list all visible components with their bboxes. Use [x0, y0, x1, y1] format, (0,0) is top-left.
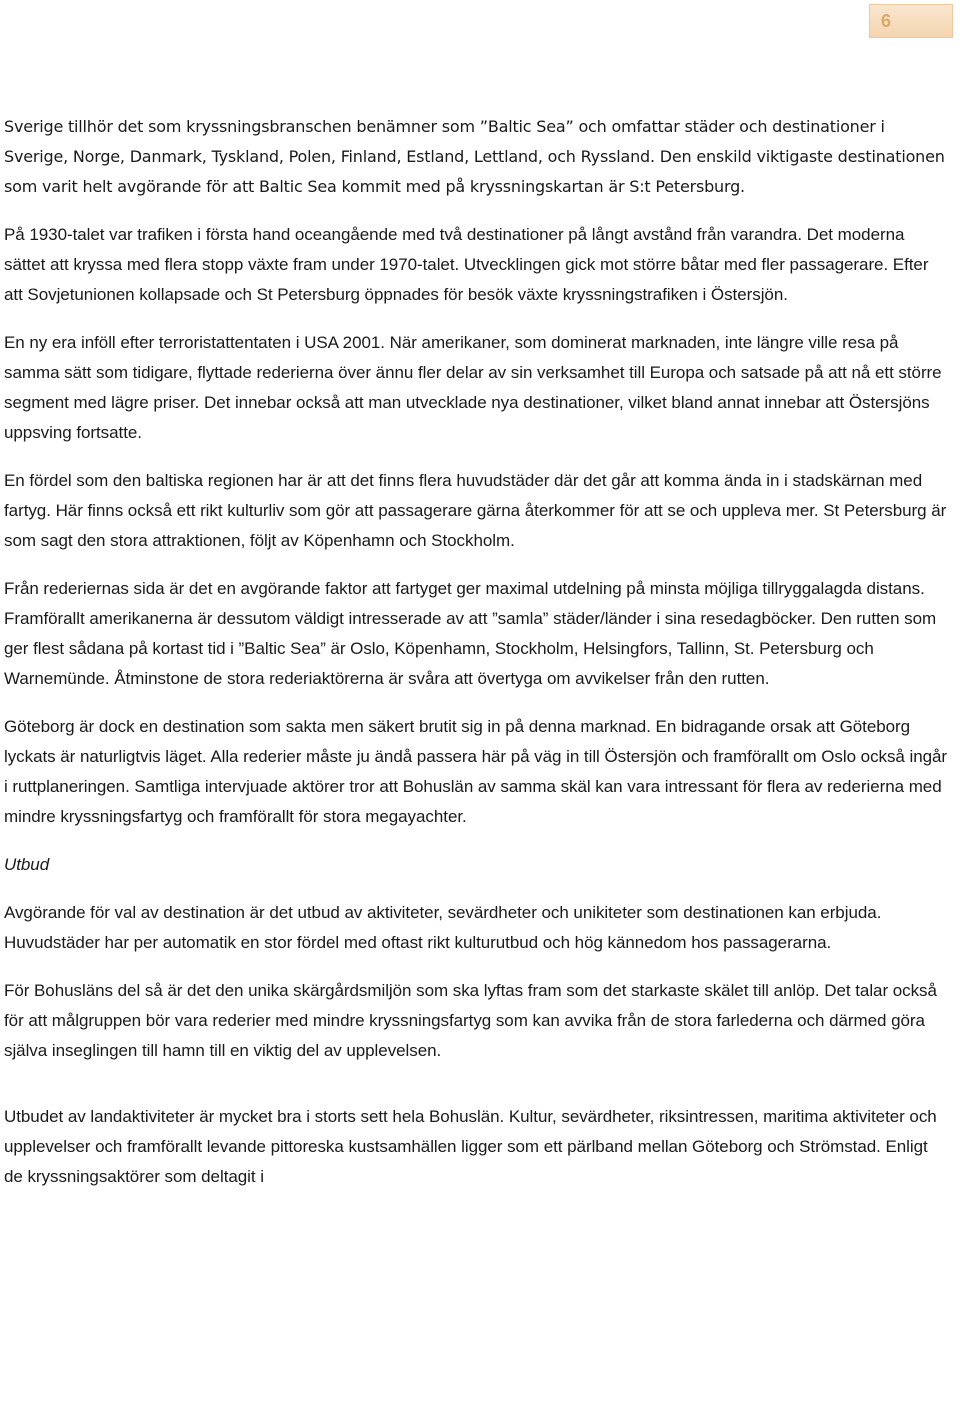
- paragraph-goteborg: Göteborg är dock en destination som sakta men säkert brutit sig in på denna marknad. En bidragande orsak att Göteborg lyckats är naturligtvis läget. Alla rederier måste ju ändå passera här på väg in till Östersjön och framförallt om Oslo också ingår i ruttplaneringen. Samtliga intervjuade aktörer tror att Bohuslän av samma skäl kan vara intressant för flera av rederierna med mindre kryssningsfartyg och framförallt för stora megayachter.: [4, 717, 948, 826]
- paragraph-baltic-advantage: En fördel som den baltiska regionen har är att det finns flera huvudstäder där det går att komma ända in i stadskärnan med fartyg. Här finns också ett rikt kulturliv som gör att passagerare gärna återkommer för att se och uppleva mer. St Petersburg är som sagt den stora attraktionen, följt av Köpenhamn och Stockholm.: [4, 471, 947, 550]
- document-body: [4, 112, 950, 1210]
- paragraph-shipping-route: Från rederiernas sida är det en avgörande faktor att fartyget ger maximal utdelning på minsta möjliga tillryggalagda distans. Framförallt amerikanerna är dessutom väldigt intresserade av att ”samla” städer/länder i sina resedagböcker. Den rutten som ger flest sådana på kortast tid i ”Baltic Sea” är Oslo, Köpenhamn, Stockholm, Helsingfors, Tallinn, St. Petersburg och Warnemünde. Åtminstone de stora rederiaktörerna är svåra att övertyga om avvikelser från den rutten.: [4, 579, 937, 688]
- page-number: 6: [881, 11, 892, 31]
- paragraph-land-activities: Utbudet av landaktiviteter är mycket bra i storts sett hela Bohuslän. Kultur, sevärdheter, riksintressen, maritima aktiviteter och upplevelser och framförallt levande pittoreska kustsamhällen ligger som ett pärlband mellan Göteborg och Strömstad. Enligt de kryssningsaktörer som deltagit i: [4, 1107, 937, 1186]
- page-number-box: [869, 4, 953, 38]
- paragraph-bohuslan-archipelago: För Bohusläns del så är det den unika skärgårdsmiljön som ska lyftas fram som det starkaste skälet till anlöp. Det talar också för att målgruppen bör vara rederier med mindre kryssningsfartyg som kan avvika från de stora farlederna och därmed göra själva inseglingen till hamn till en viktig del av upplevelsen.: [4, 981, 937, 1060]
- section-heading-utbud: Utbud: [4, 855, 50, 874]
- paragraph-baltic-sea-intro: Sverige tillhör det som kryssningsbranschen benämner som ”Baltic Sea” och omfattar städer och destinationer i Sverige, Norge, Danmark, Tyskland, Polen, Finland, Estland, Lettland, och Ryssland. Den enskild viktigaste destinationen som varit helt avgörande för att Baltic Sea kommit med på kryssningskartan är S:t Petersburg.: [4, 117, 945, 196]
- paragraph-history: På 1930-talet var trafiken i första hand oceangående med två destinationer på långt avstånd från varandra. Det moderna sättet att kryssa med flera stopp växte fram under 1970-talet. Utvecklingen gick mot större båtar med fler passagerare. Efter att Sovjetunionen kollapsade och St Petersburg öppnades för besök växte kryssningstrafiken i Östersjön.: [4, 225, 929, 304]
- paragraph-new-era: En ny era inföll efter terroristattentaten i USA 2001. När amerikaner, som dominerat marknaden, inte längre ville resa på samma sätt som tidigare, flyttade rederierna över ännu fler delar av sin verksamhet till Europa och satsade på att nå ett större segment med lägre priser. Det innebar också att man utvecklade nya destinationer, vilket bland annat innebar att Östersjöns uppsving fortsatte.: [4, 333, 942, 442]
- paragraph-destination-choice: Avgörande för val av destination är det utbud av aktiviteter, sevärdheter och unikiteter som destinationen kan erbjuda. Huvudstäder har per automatik en stor fördel med oftast rikt kulturutbud och hög kännedom hos passagerarna.: [4, 903, 882, 952]
